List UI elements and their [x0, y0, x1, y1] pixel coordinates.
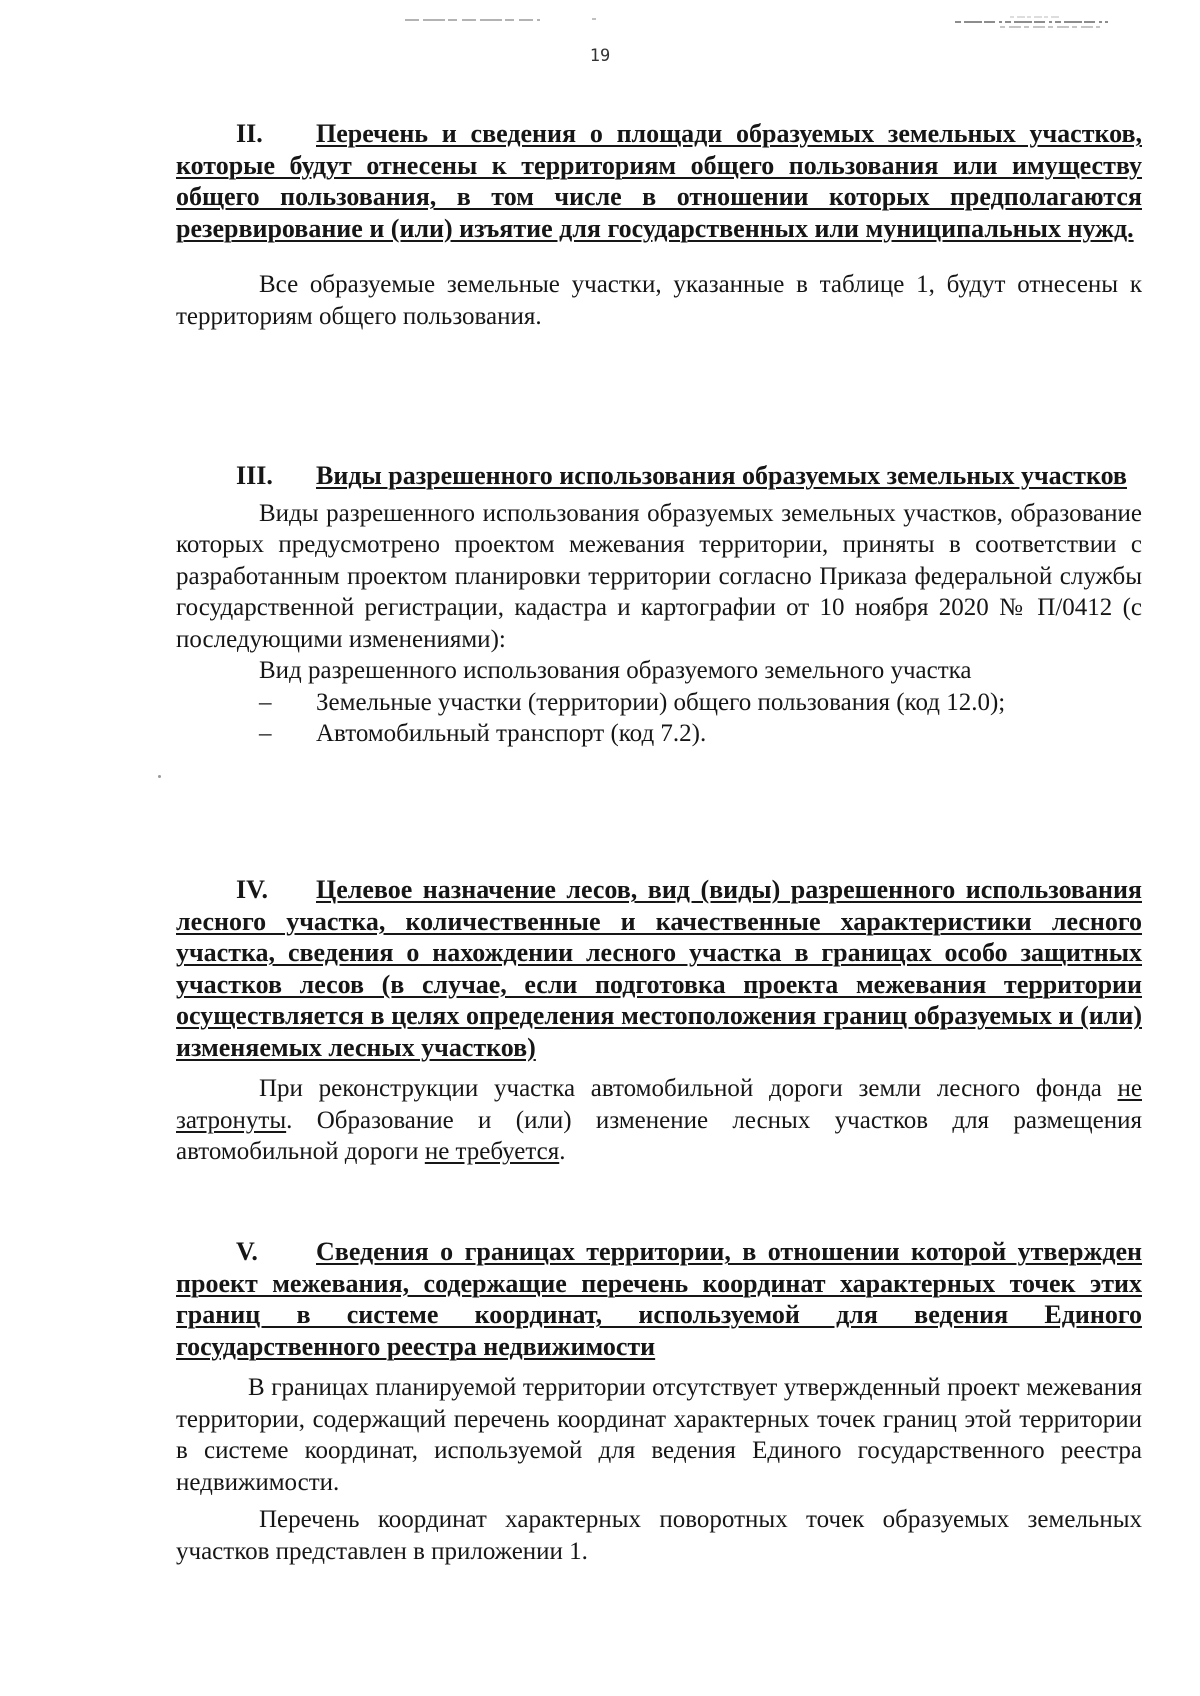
section-3-list-intro: Вид разрешенного использования образуемого земельного участка	[259, 657, 972, 684]
section-2-title: Перечень и сведения о площади образуемых земельных участков, которые будут отнесены к территориям общего пользования или имуществу общего пользования, в том числе в отношении которых предполагаются резервирование и (или) изъятие для государственных или муниципальных нужд.	[176, 119, 1142, 243]
section-4-text-3: .	[559, 1138, 566, 1165]
page-number: 19	[589, 46, 611, 66]
list-item-text: Земельные участки (территории) общего пользования (код 12.0);	[316, 688, 1006, 716]
section-3-list	[176, 687, 1142, 750]
section-2-heading	[176, 118, 1142, 244]
section-4-title: Целевое назначение лесов, вид (виды) разрешенного использования лесного участка, количественные и качественные характеристики лесного участка, сведения о нахождении лесного участка в границах особо защитных участков лесов (в случае, если подготовка проекта межевания территории осуществляется в целях определения местоположения границ образуемых и (или) изменяемых лесных участков)	[176, 875, 1142, 1062]
section-5-paragraph: В границах планируемой территории отсутствует утвержденный проект межевания территории, содержащий перечень координат характерных точек границ этой территории в системе координат, используемой для ведения Единого государственного реестра недвижимости.	[176, 1374, 1142, 1496]
list-item	[176, 687, 1142, 719]
list-item	[176, 718, 1142, 750]
section-4-text-2: . Образование и (или) изменение лесных участков для размещения автомобильной дороги	[176, 1106, 1142, 1165]
section-4-paragraph	[176, 1073, 1142, 1168]
section-2	[176, 118, 1142, 332]
section-4-underlined-2: не требуется	[424, 1138, 560, 1165]
list-item-text: Автомобильный транспорт (код 7.2).	[316, 720, 707, 747]
section-4-number: IV.	[236, 875, 269, 904]
section-4	[176, 874, 1142, 1168]
section-5-heading	[176, 1236, 1142, 1362]
section-5-paragraph-2: Перечень координат характерных поворотных точек образуемых земельных участков представлен в приложении 1.	[176, 1506, 1142, 1565]
section-4-heading	[176, 874, 1142, 1063]
scan-artifact-marks	[0, 12, 1200, 32]
section-5-number: V.	[236, 1237, 258, 1266]
section-4-text-1: При реконструкции участка автомобильной дороги земли лесного фонда	[259, 1075, 1118, 1102]
section-2-number: II.	[236, 119, 263, 148]
section-4-underlined-1: не затронуты	[176, 1075, 1142, 1134]
section-5	[176, 1236, 1142, 1567]
list-dash: –	[259, 688, 272, 716]
section-3-number: III.	[236, 461, 273, 490]
section-5-title: Сведения о границах территории, в отношении которой утвержден проект межевания, содержащие перечень координат характерных точек этих границ в системе координат, используемой для ведения Единого государственного реестра недвижимости	[176, 1237, 1142, 1361]
section-3-title: Виды разрешенного использования образуемых земельных участков	[316, 461, 1127, 490]
list-dash: –	[259, 720, 272, 747]
section-3-paragraph: Виды разрешенного использования образуемых земельных участков, образование которых предусмотрено проектом межевания территории, приняты в соответствии с разработанным проектом планировки территории согласно Приказа федеральной службы государственной регистрации, кадастра и картографии от 10 ноября 2020 № П/0412 (с последующими изменениями):	[176, 499, 1142, 653]
section-2-paragraph: Все образуемые земельные участки, указанные в таблице 1, будут отнесены к территориям общего пользования.	[176, 271, 1142, 330]
section-3	[176, 460, 1142, 750]
section-3-heading	[176, 460, 1142, 492]
margin-speck	[158, 775, 161, 778]
